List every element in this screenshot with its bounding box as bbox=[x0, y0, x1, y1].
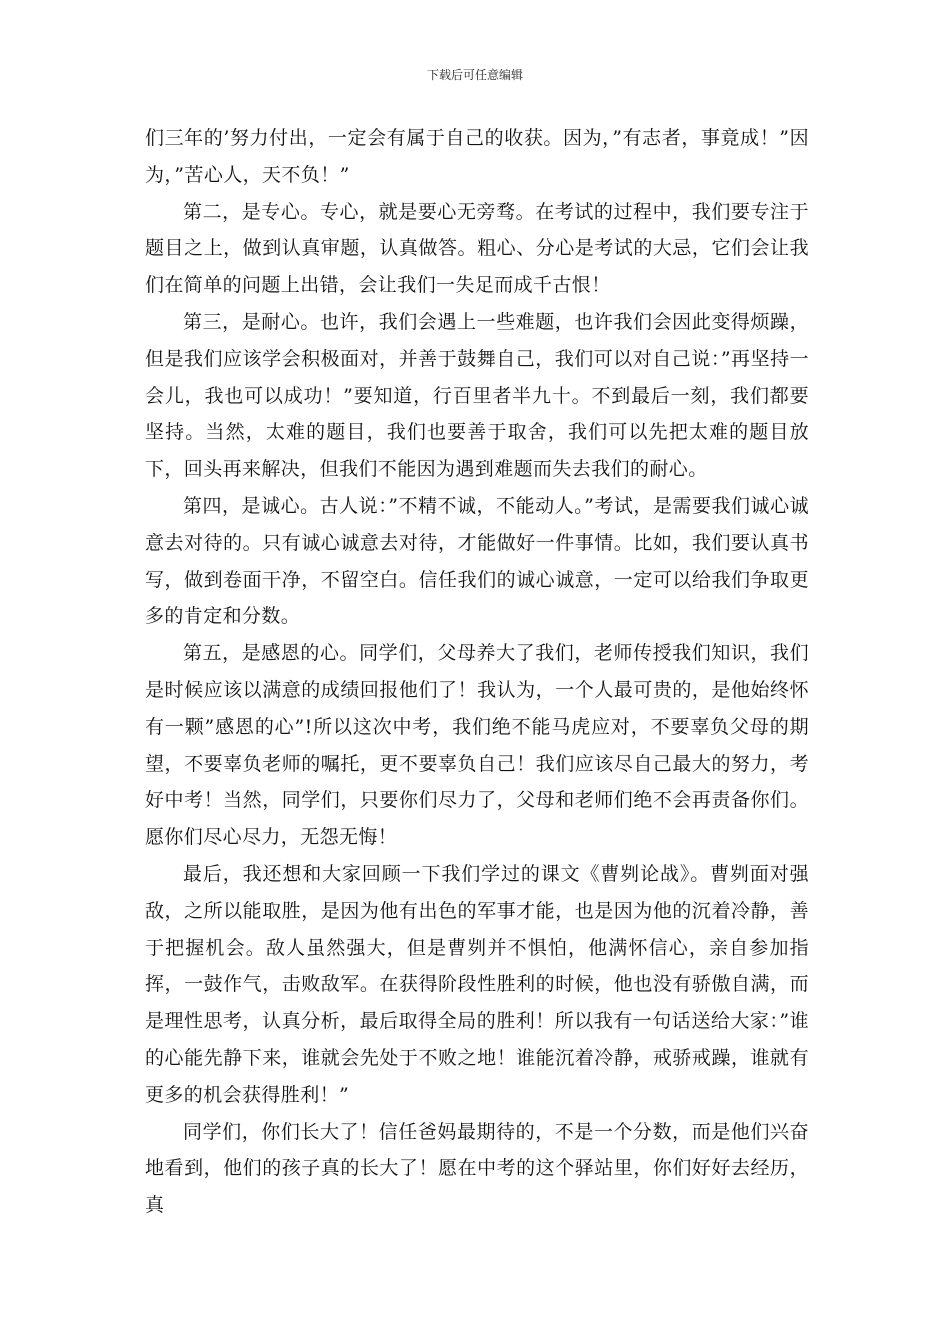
paragraph-third-point: 第三，是耐心。也许，我们会遇上一些难题，也许我们会因此变得烦躁，但是我们应该学会积极面对，并善于鼓舞自己，我们可以对自己说：”再坚持一会儿，我也可以成功！”要知道，行百里者半九十。不到最后一刻，我们都要坚持。当然，太难的题目，我们也要善于取舍，我们可以先把太难的题目放下，回头再来解决，但我们不能因为遇到难题而失去我们的耐心。 bbox=[145, 310, 809, 481]
paragraph-fifth-point: 第五，是感恩的心。同学们，父母养大了我们，老师传授我们知识，我们是时候应该以满意的成绩回报他们了！我认为，一个人最可贵的，是他始终怀有一颗”感恩的心”!所以这次中考，我们绝不能马虎应对，不要辜负父母的期望，不要辜负老师的嘱托，更不要辜负自己！我们应该尽自己最大的努力，考好中考！当然，同学们，只要你们尽力了，父母和老师们绝不会再责备你们。愿你们尽心尽力，无怨无悔！ bbox=[145, 642, 809, 849]
paragraph-second-point: 第二，是专心。专心，就是要心无旁骛。在考试的过程中，我们要专注于题目之上，做到认真审题，认真做答。粗心、分心是考试的大忌，它们会让我们在简单的问题上出错，会让我们一失足而成千古恨！ bbox=[145, 200, 809, 297]
document-body bbox=[145, 120, 809, 1224]
page-header: 下载后可任意编辑 bbox=[426, 68, 523, 82]
paragraph-continuation: 们三年的’努力付出，一定会有属于自己的收获。因为，”有志者，事竟成！”因为，”苦心人，天不负！” bbox=[145, 127, 809, 186]
paragraph-finally: 最后，我还想和大家回顾一下我们学过的课文《曹刿论战》。曹刿面对强敌，之所以能取胜，是因为他有出色的军事才能，也是因为他的沉着冷静，善于把握机会。敌人虽然强大，但是曹刿并不惧怕，他满怀信心，亲自参加指挥，一鼓作气，击败敌军。在获得阶段性胜利的时候，他也没有骄傲自满，而是理性思考，认真分析，最后取得全局的胜利！所以我有一句话送给大家：”谁的心能先静下来，谁就会先处于不败之地！谁能沉着冷静，戒骄戒躁，谁就有更多的机会获得胜利！” bbox=[145, 862, 809, 1106]
paragraph-closing: 同学们，你们长大了！信任爸妈最期待的，不是一个分数，而是他们兴奋地看到，他们的孩子真的长大了！愿在中考的这个驿站里，你们好好去经历，真 bbox=[145, 1120, 809, 1217]
paragraph-fourth-point: 第四，是诚心。古人说：”不精不诚，不能动人。”考试，是需要我们诚心诚意去对待的。只有诚心诚意去对待，才能做好一件事情。比如，我们要认真书写，做到卷面干净，不留空白。信任我们的诚心诚意，一定可以给我们争取更多的肯定和分数。 bbox=[145, 494, 809, 628]
